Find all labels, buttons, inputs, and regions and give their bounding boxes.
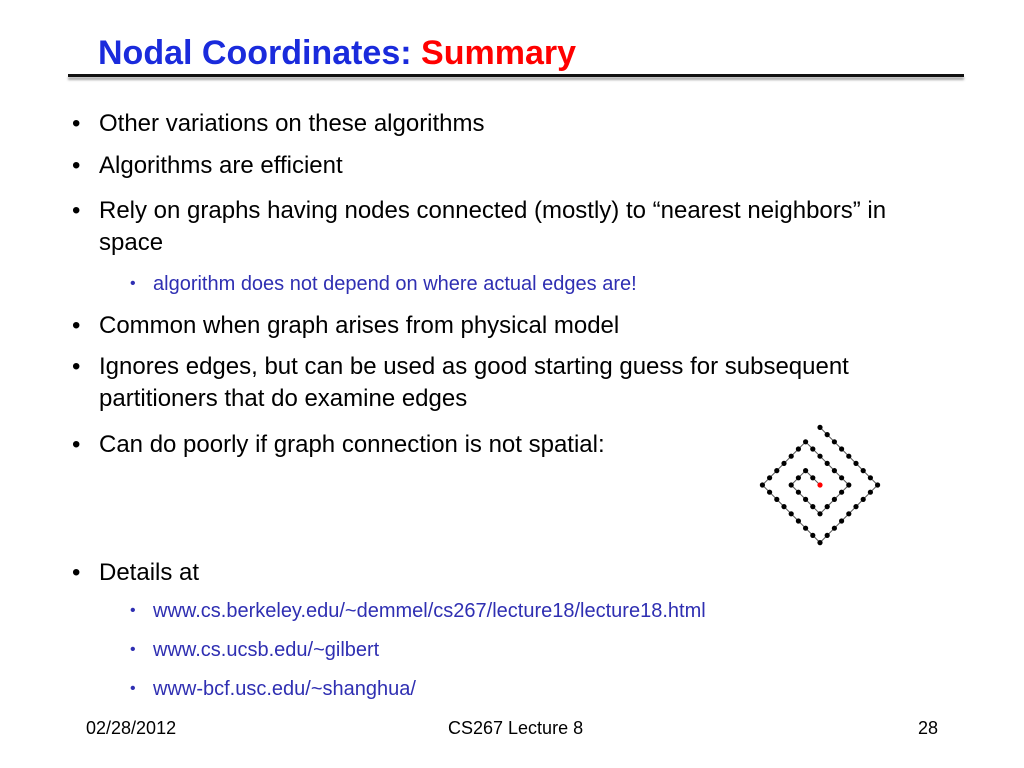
graph-node xyxy=(796,446,801,451)
graph-node xyxy=(846,482,851,487)
bullet-marker: • xyxy=(72,110,81,137)
graph-node xyxy=(796,475,801,480)
sub-bullet-item xyxy=(130,636,379,664)
graph-node xyxy=(825,432,830,437)
bullet-text: Rely on graphs having nodes connected (mostly) to “nearest neighbors” in space xyxy=(99,197,887,256)
bullet-text: Other variations on these algorithms xyxy=(99,110,485,137)
title-highlight: Summary xyxy=(421,34,576,72)
link-text[interactable]: www.cs.berkeley.edu/~demmel/cs267/lecture18/lecture18.html xyxy=(153,600,706,622)
graph-node xyxy=(789,511,794,516)
graph-node xyxy=(832,468,837,473)
graph-node xyxy=(861,468,866,473)
bullet-item xyxy=(72,108,899,140)
graph-node xyxy=(774,468,779,473)
graph-node xyxy=(839,518,844,523)
bullet-text: Details at xyxy=(99,559,200,586)
bullet-text: Can do poorly if graph connection is not spatial: xyxy=(99,431,605,458)
sub-bullet-marker: • xyxy=(130,275,136,292)
graph-node xyxy=(861,497,866,502)
graph-node xyxy=(781,461,786,466)
sub-bullet-item xyxy=(130,597,706,625)
link-text[interactable]: www-bcf.usc.edu/~shanghua/ xyxy=(153,678,416,700)
bullet-item xyxy=(72,310,899,342)
graph-node xyxy=(825,533,830,538)
graph-node xyxy=(875,482,880,487)
sub-bullet-item xyxy=(130,270,637,298)
bullet-marker: • xyxy=(72,353,81,380)
graph-node-highlighted xyxy=(817,482,822,487)
graph-node xyxy=(839,475,844,480)
graph-node xyxy=(825,461,830,466)
bullet-item xyxy=(72,195,899,259)
graph-node xyxy=(853,504,858,509)
graph-node xyxy=(853,461,858,466)
graph-node xyxy=(817,540,822,545)
graph-node xyxy=(817,511,822,516)
graph-node xyxy=(767,490,772,495)
bullet-marker: • xyxy=(72,197,81,224)
graph-node xyxy=(817,425,822,430)
sub-bullet-text: algorithm does not depend on where actual edges are! xyxy=(153,273,637,295)
slide-title xyxy=(98,34,576,73)
graph-node xyxy=(767,475,772,480)
graph-node xyxy=(796,490,801,495)
graph-node xyxy=(868,475,873,480)
footer-page-number: 28 xyxy=(918,718,939,738)
graph-node xyxy=(810,504,815,509)
footer-course: CS267 Lecture 8 xyxy=(448,718,584,738)
graph-node xyxy=(774,497,779,502)
bullet-marker: • xyxy=(72,152,81,179)
sub-bullet-marker: • xyxy=(130,680,136,697)
graph-node xyxy=(803,439,808,444)
graph-node xyxy=(796,518,801,523)
graph-node xyxy=(810,533,815,538)
title-underline xyxy=(68,74,964,77)
bullet-marker: • xyxy=(72,559,81,586)
bullet-text: Algorithms are efficient xyxy=(99,152,343,179)
graph-node xyxy=(832,439,837,444)
graph-node xyxy=(789,454,794,459)
graph-node xyxy=(839,446,844,451)
title-prefix: Nodal Coordinates: xyxy=(98,34,412,72)
graph-node xyxy=(803,526,808,531)
graph-node xyxy=(810,475,815,480)
sub-bullet-marker: • xyxy=(130,641,136,658)
bullet-marker: • xyxy=(72,312,81,339)
bullet-item xyxy=(72,150,899,182)
graph-node xyxy=(817,454,822,459)
graph-node xyxy=(781,504,786,509)
spiral-graph-diagram xyxy=(735,405,925,580)
graph-node xyxy=(839,490,844,495)
graph-node xyxy=(803,468,808,473)
graph-node xyxy=(803,497,808,502)
graph-node xyxy=(825,504,830,509)
bullet-text: Common when graph arises from physical model xyxy=(99,312,620,339)
graph-node xyxy=(846,511,851,516)
bullet-marker: • xyxy=(72,431,81,458)
graph-node xyxy=(868,490,873,495)
graph-node xyxy=(832,526,837,531)
graph-node xyxy=(760,482,765,487)
footer-date: 02/28/2012 xyxy=(86,718,177,738)
graph-node xyxy=(789,482,794,487)
graph-node xyxy=(832,497,837,502)
sub-bullet-marker: • xyxy=(130,602,136,619)
graph-node xyxy=(846,454,851,459)
link-text[interactable]: www.cs.ucsb.edu/~gilbert xyxy=(153,639,380,661)
bullet-text: Ignores edges, but can be used as good starting guess for subsequent partitioners that do examine edges xyxy=(99,353,849,412)
graph-node xyxy=(810,446,815,451)
sub-bullet-item xyxy=(130,675,416,703)
